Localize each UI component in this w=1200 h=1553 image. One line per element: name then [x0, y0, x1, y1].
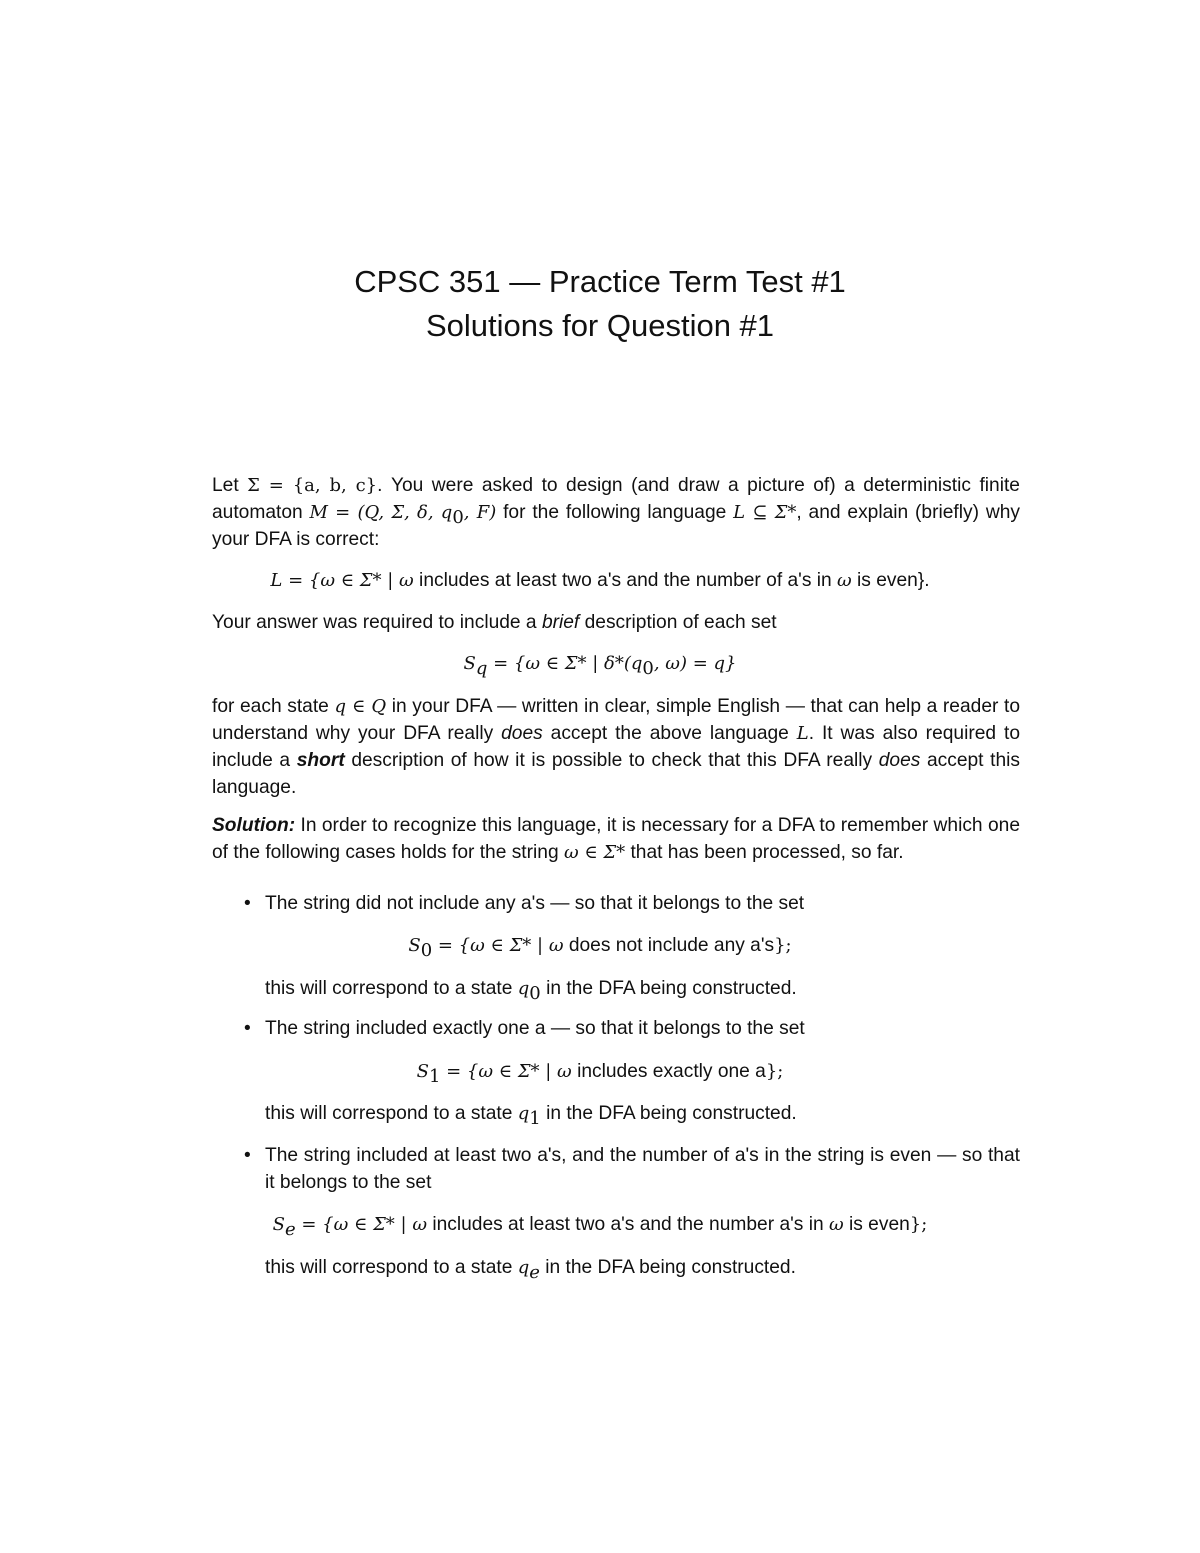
set-se-definition: $S_e = \{\omega$ ∈ Σ* | ω includes at least two a's and the number a's in ω is even};	[272, 1214, 928, 1240]
solution-paragraph: Solution: In order to recognize this language, it is necessary for a DFA to remember which one of the following cases holds for the string ω ∈ Σ* that has been processed, so far.	[212, 815, 1020, 863]
case-state-note: this will correspond to a state $q_0$ in the DFA being constructed.	[265, 978, 797, 1004]
requirement-paragraph: Your answer was required to include a brief description of each set	[212, 612, 777, 633]
solution-label: Solution:	[212, 815, 296, 836]
case-item-no-a: The string did not include any a's — so that it belongs to the set	[265, 893, 805, 914]
intro-paragraph: Let Σ = {a, b, c}. You were asked to design (and draw a picture of) a deterministic finite automaton M = (Q, Σ, δ, $q_0$, F) for the following language L ⊆ Σ*, and explain (briefly) why your DFA is correct:	[212, 475, 1020, 550]
case-item-one-a: The string included exactly one a — so that it belongs to the set	[265, 1018, 805, 1039]
sq-set-definition: $S_q = \{\omega$ ∈ Σ* | $\delta*(q_0$, ω) = q}	[463, 653, 737, 679]
language-definition: L = {ω ∈ Σ* | ω includes at least two a's and the number of a's in ω is even}.	[270, 570, 930, 591]
case-item-even-a: The string included at least two a's, and the number of a's in the string is even — so that it belongs to the set	[265, 1145, 1020, 1193]
case-state-note: this will correspond to a state $q_1$ in the DFA being constructed.	[265, 1103, 797, 1129]
bullet-marker: •	[244, 893, 251, 914]
document-title: CPSC 351 — Practice Term Test #1	[354, 264, 846, 299]
state-description-paragraph: for each state q ∈ Q in your DFA — written in clear, simple English — that can help a reader to understand why your DFA really does accept the above language L. It was also required to include a short description of how it is possible to check that this DFA really does accept this language.	[212, 696, 1020, 798]
bullet-marker: •	[244, 1018, 251, 1039]
set-s1-definition: $S_1 = \{\omega$ ∈ Σ* | ω includes exactly one a};	[416, 1061, 784, 1087]
document-subtitle: Solutions for Question #1	[425, 308, 775, 343]
set-s0-definition: $S_0 = \{\omega$ ∈ Σ* | ω does not include any a's};	[408, 935, 792, 961]
case-state-note: this will correspond to a state $q_e$ in the DFA being constructed.	[265, 1257, 796, 1283]
bullet-marker: •	[244, 1145, 251, 1166]
